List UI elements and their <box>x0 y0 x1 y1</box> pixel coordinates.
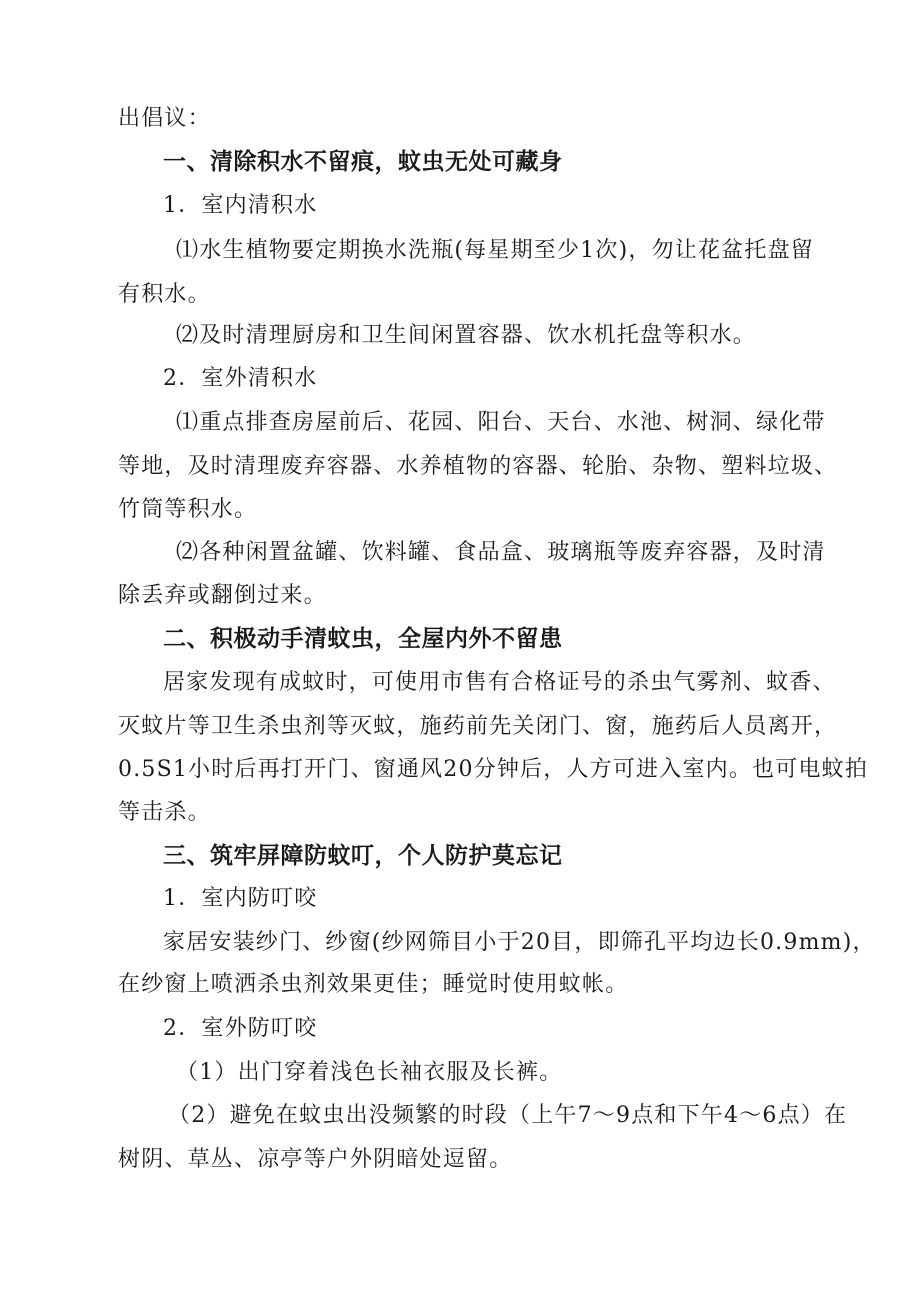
paragraph-text: 家居安装纱门、纱窗(纱网筛目小于20目，即筛孔平均边长0.9mm)， <box>163 930 876 955</box>
paragraph-text: ⑵及时清理厨房和卫生间闲置容器、饮水机托盘等积水。 <box>176 323 757 348</box>
paragraph-text: 除丢弃或翻倒过来。 <box>118 583 327 608</box>
paragraph-text: 树阴、草丛、凉亭等户外阴暗处逗留。 <box>118 1147 513 1172</box>
section-heading-2: 二、积极动手清蚊虫，全屋内外不留患 <box>163 626 563 652</box>
paragraph-text: ⑴重点排查房屋前后、花园、阳台、天台、水池、树洞、绿化带 <box>176 410 826 435</box>
paragraph-text: 竹筒等积水。 <box>118 497 258 522</box>
paragraph-text: （1）出门穿着浅色长袖衣服及长裤。 <box>176 1060 563 1085</box>
paragraph-text: 在纱窗上喷洒杀虫剂效果更佳；睡觉时使用蚊帐。 <box>118 972 629 997</box>
subheading-indoor-bite: 1．室内防叮咬 <box>163 886 318 911</box>
paragraph-text: 灭蚊片等卫生杀虫剂等灭蚊，施药前先关闭门、窗，施药后人员离开， <box>118 714 838 739</box>
paragraph-text: 0.5S1小时后再打开门、窗通风20分钟后，人方可进入室内。也可电蚊拍 <box>118 757 869 782</box>
paragraph-text: （2）避免在蚊虫出没频繁的时段（上午7～9点和下午4～6点）在 <box>168 1103 848 1128</box>
paragraph-text: ⑵各种闲置盆罐、饮料罐、食品盒、玻璃瓶等废弃容器，及时清 <box>176 540 826 565</box>
subheading-outdoor-water: 2．室外清积水 <box>163 366 318 391</box>
section-heading-1: 一、清除积水不留痕，蚊虫无处可藏身 <box>163 149 563 175</box>
paragraph-text: 有积水。 <box>118 282 211 307</box>
section-heading-3: 三、筑牢屏障防蚊叮，个人防护莫忘记 <box>163 843 563 869</box>
subheading-outdoor-bite: 2．室外防叮咬 <box>163 1016 318 1041</box>
paragraph-text: ⑴水生植物要定期换水洗瓶(每星期至少1次)，勿让花盆托盘留 <box>176 238 814 263</box>
intro-text: 出倡议： <box>118 106 211 131</box>
subheading-indoor-water: 1．室内清积水 <box>163 193 318 218</box>
paragraph-text: 等击杀。 <box>118 800 211 825</box>
paragraph-text: 等地，及时清理废弃容器、水养植物的容器、轮胎、杂物、塑料垃圾、 <box>118 454 838 479</box>
paragraph-text: 居家发现有成蚊时，可使用市售有合格证号的杀虫气雾剂、蚊香、 <box>163 670 836 695</box>
